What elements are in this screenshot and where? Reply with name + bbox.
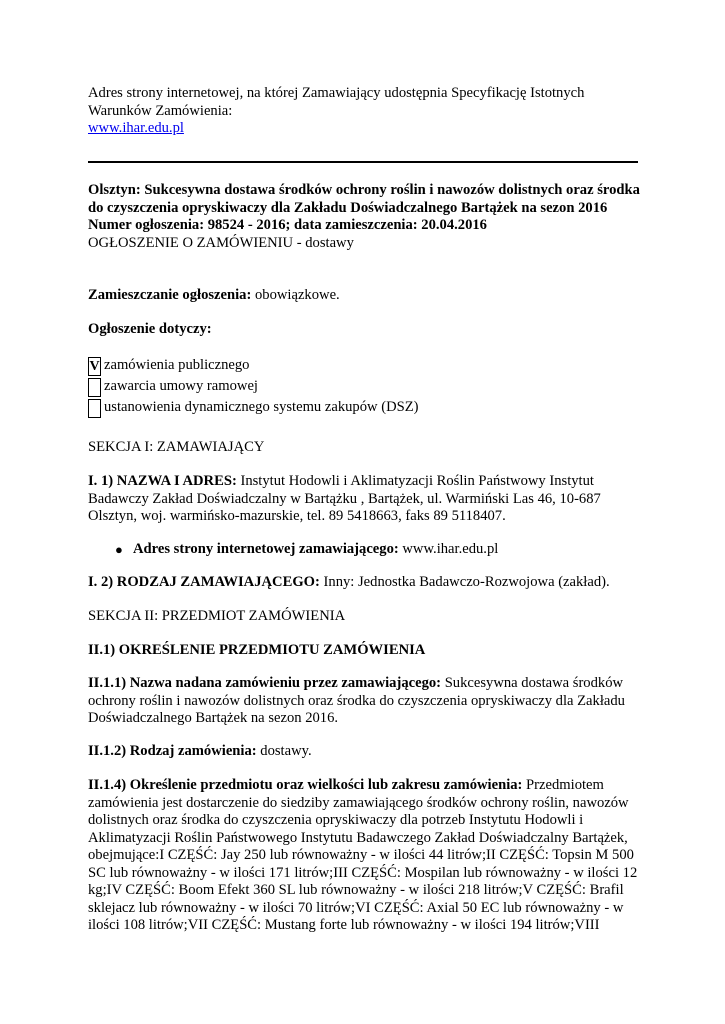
option-label: ustanowienia dynamicznego systemu zakupów (DSZ) <box>104 399 419 416</box>
notice-number: Numer ogłoszenia: 98524 - 2016; data zamieszczenia: 20.04.2016 <box>88 217 487 233</box>
placement-label: Zamieszczanie ogłoszenia: <box>88 287 252 303</box>
section2-heading-line <box>88 608 640 626</box>
option-row-dsz <box>88 398 419 418</box>
divider <box>88 161 638 163</box>
contracting-kind-value: Inny: Jednostka Badawczo-Rozwojowa (zakład). <box>319 574 610 590</box>
checkbox-framework-agreement[interactable] <box>88 378 101 397</box>
section2-subheading: II.1) OKREŚLENIE PRZEDMIOTU ZAMÓWIENIA <box>88 642 426 658</box>
section2-subheading-line <box>88 642 640 660</box>
bullet-icon: ● <box>115 542 123 557</box>
notice-type: OGŁOSZENIE O ZAMÓWIENIU - dostawy <box>88 234 354 251</box>
section1-heading: SEKCJA I: ZAMAWIAJĄCY <box>88 439 265 455</box>
contracting-kind-label: I. 2) RODZAJ ZAMAWIAJĄCEGO: <box>88 574 320 590</box>
contract-description-block <box>88 777 640 935</box>
siwz-url-link[interactable]: www.ihar.edu.pl <box>88 120 184 136</box>
notice-title: Olsztyn: Sukcesywna dostawa środków ochrony roślin i nawozów dolistnych oraz środka do czyszczenia opryskiwaczy dla Zakładu Doświadczalnego Bartążek na sezon 2016 <box>88 182 640 216</box>
option-label: zamówienia publicznego <box>104 357 250 374</box>
contract-name-block <box>88 675 640 728</box>
website-value: www.ihar.edu.pl <box>398 541 499 557</box>
option-label: zawarcia umowy ramowej <box>104 378 258 395</box>
contract-name-label: II.1.1) Nazwa nadana zamówieniu przez zamawiającego: <box>88 675 442 691</box>
contract-kind-block <box>88 743 640 761</box>
website-label: Adres strony internetowej zamawiającego: <box>133 541 399 557</box>
contract-kind-label: II.1.2) Rodzaj zamówienia: <box>88 743 257 759</box>
siwz-address-block <box>88 85 640 138</box>
notice-title-block <box>88 182 640 252</box>
siwz-intro: Adres strony internetowej, na której Zamawiający udostępnia Specyfikację Istotnych Warunków Zamówienia: <box>88 85 585 119</box>
checkbox-public-contract[interactable]: V <box>89 358 100 374</box>
option-row-public-contract <box>88 356 249 376</box>
website-bullet <box>115 541 498 559</box>
section1-name-address <box>88 473 640 526</box>
contract-description-label: II.1.4) Określenie przedmiotu oraz wielkości lub zakresu zamówienia: <box>88 777 523 793</box>
contract-kind-value: dostawy. <box>256 743 312 759</box>
contract-name-value: Sukcesywna dostawa środków ochrony roślin i nawozów dolistnych oraz środka do czyszczenia opryskiwaczy dla Zakładu Doświadczalnego Bartążek na sezon 2016. <box>88 675 625 726</box>
concerns-label-line <box>88 321 640 339</box>
section1-kind <box>88 574 640 592</box>
name-address-value: Instytut Hodowli i Aklimatyzacji Roślin Państwowy Instytut Badawczy Zakład Doświadczalny w Bartążku , Bartążek, ul. Warmiński Las 46, 10-687 Olsztyn, woj. warmińsko-mazurskie, tel. 89 5418663, faks 89 5118407. <box>88 473 601 524</box>
placement-line <box>88 287 640 305</box>
contract-description-value: Przedmiotem zamówienia jest dostarczenie do siedziby zamawiającego środków ochrony roślin, nawozów dolistnych oraz środka do czyszczenia opryskiwaczy dla potrzeb Instytutu Hodowli i Aklimatyzacji Roślin Państwowego Instytutu Badawczego Zakład Doświadczalny Bartążek, obejmujące:I CZĘŚĆ: Jay 250 lub równoważny - w ilości 44 litrów;II CZĘŚĆ: Topsin M 500 SC lub równoważny - w ilości 171 litrów;III CZĘŚĆ: Mospilan lub równoważny - w ilości 12 kg;IV CZĘŚĆ: Boom Efekt 360 SL lub równoważny - w ilości 218 litrów;V CZĘŚĆ: Brafil sklejacz lub równoważny - w ilości 70 litrów;VI CZĘŚĆ: Axial 50 EC lub równoważny - w ilości 108 litrów;VII CZĘŚĆ: Mustang forte lub równoważny - w ilości 194 litrów;VIII <box>88 777 638 933</box>
name-address-label: I. 1) NAZWA I ADRES: <box>88 473 237 489</box>
option-row-framework <box>88 377 258 397</box>
section1-heading-line <box>88 439 640 457</box>
concerns-label: Ogłoszenie dotyczy: <box>88 321 212 337</box>
checkbox-dsz[interactable] <box>88 399 101 418</box>
section2-heading: SEKCJA II: PRZEDMIOT ZAMÓWIENIA <box>88 608 346 624</box>
placement-value: obowiązkowe. <box>251 287 340 303</box>
